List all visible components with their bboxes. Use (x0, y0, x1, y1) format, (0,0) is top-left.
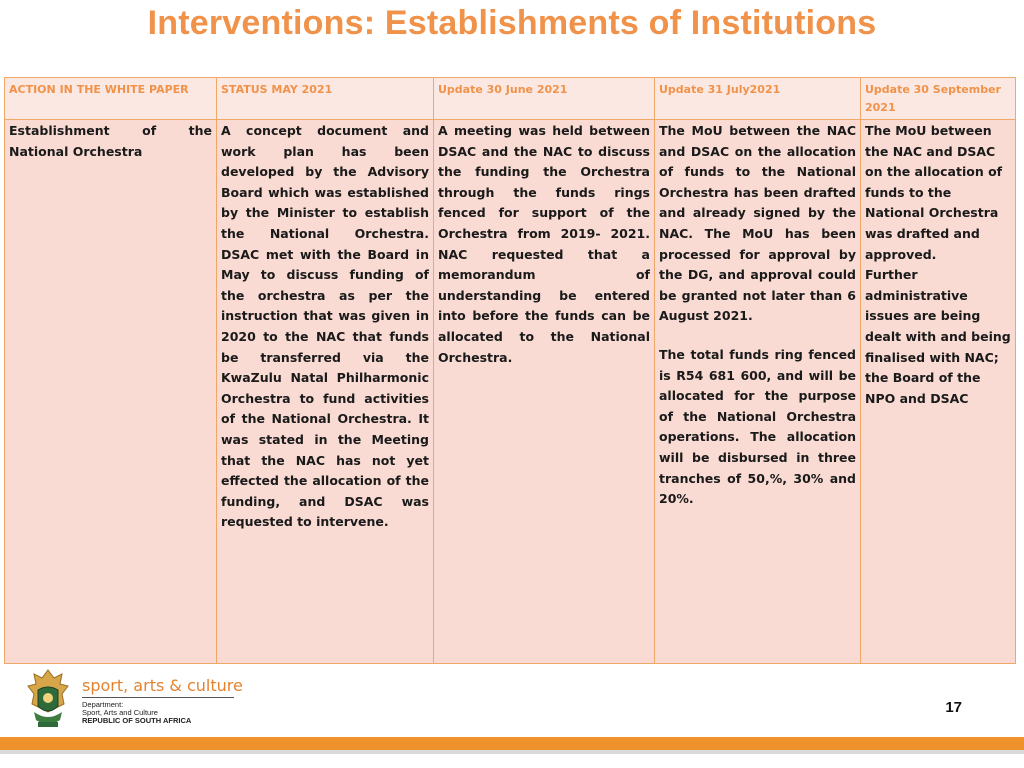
coat-of-arms-icon (24, 668, 72, 730)
footer-bar (0, 737, 1024, 750)
column-header-update-july: Update 31 July2021 (655, 78, 861, 120)
table-row (5, 120, 1016, 664)
table-header-row (5, 78, 1016, 120)
brand-divider (82, 697, 234, 698)
department-logo (24, 668, 254, 732)
department-name: Sport, Arts and Culture (82, 708, 158, 717)
interventions-table (4, 77, 1016, 664)
update-july-paragraph-2: The total funds ring fenced is R54 681 600, and will be allocated for the purpose of the National Orchestra operations. The allocation will be disbursed in three tranches of 50,%, 30% and 20%. (659, 346, 856, 507)
column-header-update-june: Update 30 June 2021 (434, 78, 655, 120)
slide-title: Interventions: Establishments of Institutions (147, 4, 877, 42)
brand-name: sport, arts & culture (82, 676, 243, 695)
column-header-action: ACTION IN THE WHITE PAPER (5, 78, 217, 120)
footer-shadow (0, 750, 1024, 754)
update-september-paragraph-2: Further administrative issues are being dealt with and being finalised with NAC; the Board of the NPO and DSAC (865, 267, 1011, 406)
cell-action: Establishment of the National Orchestra (5, 120, 217, 664)
page-number: 17 (945, 699, 962, 716)
cell-update-june: A meeting was held between DSAC and the NAC to discuss the funding the Orchestra through the funds rings fenced for support of the Orchestra from 2019- 2021. NAC requested that a memorandum of understanding be entered into before the funds can be allocated to the National Orchestra. (434, 120, 655, 664)
country-name: REPUBLIC OF SOUTH AFRICA (82, 716, 192, 725)
column-header-update-september: Update 30 September 2021 (861, 78, 1016, 120)
column-header-status-may: STATUS MAY 2021 (217, 78, 434, 120)
department-label: Department: (82, 700, 124, 709)
cell-update-july (655, 120, 861, 664)
cell-status-may: A concept document and work plan has been developed by the Advisory Board which was established by the Minister to establish the National Orchestra. DSAC met with the Board in May to discuss funding of the orchestra as per the instruction that was given in 2020 to the NAC that funds be transferred via the KwaZulu Natal Philharmonic Orchestra to fund activities of the National Orchestra. It was stated in the Meeting that the NAC has not yet effected the allocation of the funding, and DSAC was requested to intervene. (217, 120, 434, 664)
update-september-paragraph-1: The MoU between the NAC and DSAC on the allocation of funds to the National Orchestra was drafted and approved. (865, 123, 1003, 262)
cell-update-september (861, 120, 1016, 664)
update-july-paragraph-1: The MoU between the NAC and DSAC on the allocation of funds to the National Orchestra has been drafted and already signed by the NAC. The MoU has been processed for approval by the DG, and approval could be granted not later than 6 August 2021. (659, 123, 856, 324)
